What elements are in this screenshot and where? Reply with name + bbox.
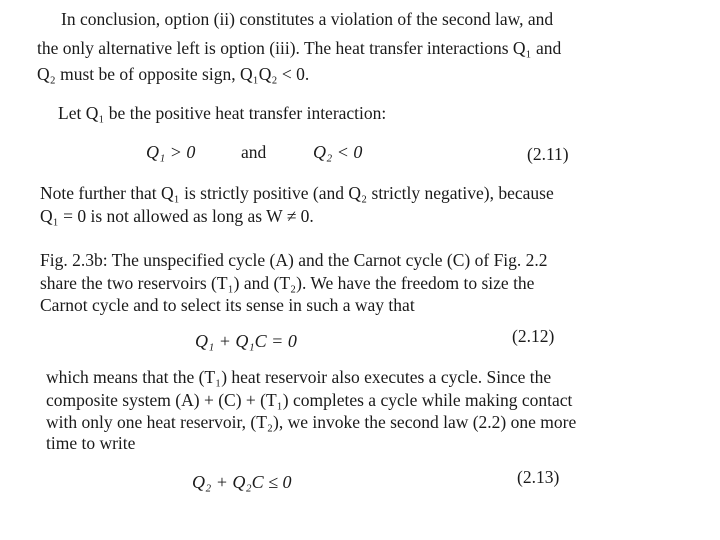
text-line: with only one heat reservoir, (T₂), we invoke the second law (2.2) one more [46,412,577,432]
equation-expression: Q₁ + Q₁C = 0 [195,331,297,351]
text-line: which means that the (T₁) heat reservoir also executes a cycle. Since the [46,367,552,387]
text-line: Carnot cycle and to select its sense in such a way that [40,295,415,315]
text-line: In conclusion, option (ii) constitutes a violation of the second law, and [61,9,554,29]
equation-left: Q₁ > 0 [146,142,196,162]
equation-number: (2.12) [512,326,555,346]
equation-right: Q₂ < 0 [313,142,363,162]
text-line: Q₂ must be of opposite sign, Q₁Q₂ < 0. [37,64,310,84]
equation-number: (2.11) [527,144,569,164]
text-line: share the two reservoirs (T₁) and (T₂). We have the freedom to size the [40,273,535,293]
text-line: time to write [46,433,136,453]
text-line: Let Q₁ be the positive heat transfer interaction: [58,103,387,123]
equation-conjunction: and [241,142,267,162]
text-line: composite system (A) + (C) + (T₁) completes a cycle while making contact [46,390,573,410]
text-line: Q₁ = 0 is not allowed as long as W ≠ 0. [40,206,314,226]
equation-number: (2.13) [517,467,560,487]
text-line: the only alternative left is option (iii). The heat transfer interactions Q₁ and [37,38,562,58]
text-line: Note further that Q₁ is strictly positive (and Q₂ strictly negative), because [40,183,554,203]
equation-expression: Q₂ + Q₂C ≤ 0 [192,472,292,492]
text-line: Fig. 2.3b: The unspecified cycle (A) and the Carnot cycle (C) of Fig. 2.2 [40,250,548,270]
